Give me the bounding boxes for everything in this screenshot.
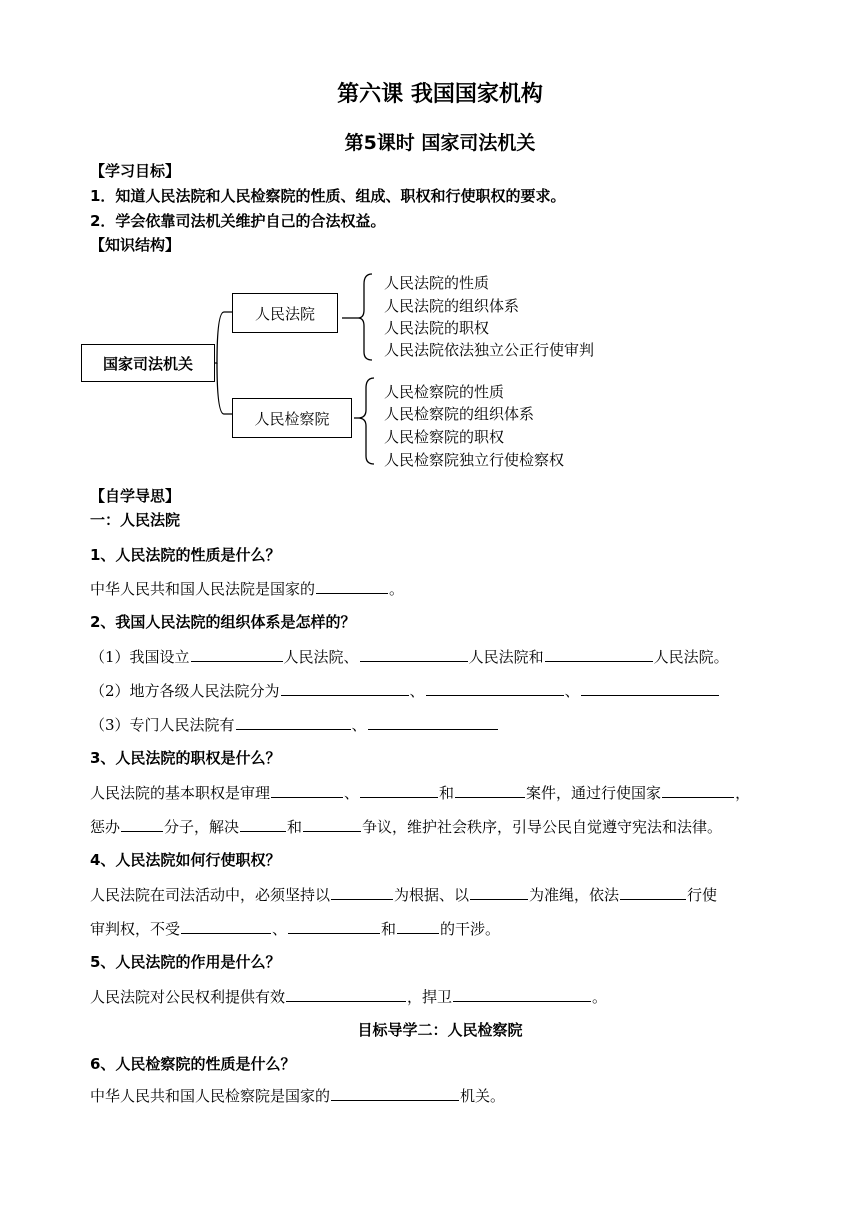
answer-text: 和	[439, 784, 455, 802]
answer-text: 、	[564, 682, 580, 700]
answer-text: 、	[272, 920, 288, 938]
answer-text: ，捍卫	[407, 988, 453, 1006]
fill-blank[interactable]	[181, 918, 271, 934]
answer-text: 、	[351, 716, 367, 734]
answer-text: 人民法院在司法活动中，必须坚持以	[90, 886, 331, 904]
section-heading: 目标导学二：人民检察院	[357, 1021, 523, 1039]
fill-blank[interactable]	[581, 680, 719, 696]
procuratorate-brace	[358, 378, 374, 464]
procuratorate-label: 人民检察院	[254, 409, 330, 428]
answer-text: ，	[735, 784, 751, 802]
answer-text: 中华人民共和国人民检察院是国家的	[90, 1087, 331, 1105]
fill-blank[interactable]	[271, 782, 343, 798]
answer-text: 案件，通过行使国家	[526, 784, 662, 802]
fill-blank[interactable]	[316, 578, 388, 594]
answer-line	[90, 816, 722, 837]
procuratorate-box	[232, 398, 352, 438]
court-item: 人民法院依法独立公正行使审判	[384, 341, 595, 359]
procuratorate-item: 人民检察院的职权	[384, 428, 505, 446]
study-heading: 【自学导思】	[90, 487, 181, 505]
court-brace	[358, 274, 372, 360]
question: 4、人民法院如何行使职权？	[90, 851, 281, 869]
fill-blank[interactable]	[397, 918, 439, 934]
fill-blank[interactable]	[360, 782, 438, 798]
procuratorate-item: 人民检察院的性质	[384, 383, 505, 401]
answer-text: （2）地方各级人民法院分为	[90, 682, 280, 700]
answer-text: 中华人民共和国人民法院是国家的	[90, 580, 316, 598]
section-heading: 一：人民法院	[90, 511, 181, 529]
answer-text: 人民法院和	[468, 648, 544, 666]
answer-text: 为根据、以	[394, 886, 470, 904]
fill-blank[interactable]	[662, 782, 734, 798]
answer-text: 争议，维护社会秩序，引导公民自觉遵守宪法和法律。	[362, 818, 723, 836]
fill-blank[interactable]	[360, 646, 468, 662]
court-label: 人民法院	[254, 304, 315, 323]
answer-line	[90, 646, 729, 667]
fill-blank[interactable]	[236, 714, 351, 730]
fill-blank[interactable]	[121, 816, 163, 832]
fill-blank[interactable]	[426, 680, 564, 696]
fill-blank[interactable]	[191, 646, 283, 662]
court-item: 人民法院的性质	[384, 274, 490, 292]
procuratorate-item: 人民检察院独立行使检察权	[384, 451, 565, 469]
answer-text: 人民法院、	[283, 648, 359, 666]
goals-heading: 【学习目标】	[90, 162, 181, 180]
fill-blank[interactable]	[368, 714, 498, 730]
branch-line-procuratorate	[217, 363, 232, 414]
answer-line	[90, 918, 500, 939]
answer-text: 。	[592, 988, 608, 1006]
fill-blank[interactable]	[331, 1085, 459, 1101]
fill-blank[interactable]	[288, 918, 380, 934]
fill-blank[interactable]	[453, 986, 591, 1002]
fill-blank[interactable]	[470, 884, 528, 900]
page-subtitle: 第5课时 国家司法机关	[344, 132, 536, 154]
answer-text: 为准绳，依法	[529, 886, 620, 904]
answer-line	[90, 884, 717, 905]
answer-line	[90, 1085, 505, 1106]
answer-text: 和	[381, 920, 397, 938]
question: 2、我国人民法院的组织体系是怎样的？	[90, 613, 356, 631]
question: 6、人民检察院的性质是什么？	[90, 1055, 296, 1073]
answer-text: 分子，解决	[164, 818, 240, 836]
court-box	[232, 293, 338, 333]
answer-text: 行使	[687, 886, 718, 904]
court-item: 人民法院的组织体系	[384, 297, 520, 315]
answer-line	[90, 986, 607, 1007]
branch-line-court	[214, 312, 232, 363]
goal-item: 1．知道人民法院和人民检察院的性质、组成、职权和行使职权的要求。	[90, 187, 566, 205]
fill-blank[interactable]	[281, 680, 409, 696]
fill-blank[interactable]	[331, 884, 393, 900]
fill-blank[interactable]	[240, 816, 286, 832]
fill-blank[interactable]	[620, 884, 686, 900]
structure-heading: 【知识结构】	[90, 236, 181, 254]
answer-text: 、	[409, 682, 425, 700]
answer-line	[90, 714, 499, 735]
fill-blank[interactable]	[303, 816, 361, 832]
goal-item: 2．学会依靠司法机关维护自己的合法权益。	[90, 212, 386, 230]
structure-root-label: 国家司法机关	[102, 354, 193, 373]
answer-line	[90, 578, 404, 599]
question: 3、人民法院的职权是什么？	[90, 749, 281, 767]
answer-text: 机关。	[460, 1087, 506, 1105]
page-title: 第六课 我国国家机构	[337, 82, 543, 107]
answer-line	[90, 782, 750, 803]
answer-text: 审判权，不受	[90, 920, 181, 938]
answer-text: 的干涉。	[440, 920, 501, 938]
answer-text: 人民法院的基本职权是审理	[90, 784, 271, 802]
answer-text: 。	[389, 580, 405, 598]
answer-text: 和	[287, 818, 303, 836]
answer-text: （3）专门人民法院有	[90, 716, 235, 734]
procuratorate-item: 人民检察院的组织体系	[384, 405, 535, 423]
answer-line	[90, 680, 720, 701]
question: 5、人民法院的作用是什么？	[90, 953, 281, 971]
answer-text: 惩办	[90, 818, 121, 836]
answer-text: 人民法院对公民权利提供有效	[90, 988, 286, 1006]
answer-text: 人民法院。	[653, 648, 729, 666]
answer-text: （1）我国设立	[90, 648, 190, 666]
answer-text: 、	[344, 784, 360, 802]
court-item: 人民法院的职权	[384, 319, 490, 337]
fill-blank[interactable]	[455, 782, 525, 798]
structure-root-box	[81, 344, 215, 382]
fill-blank[interactable]	[286, 986, 406, 1002]
fill-blank[interactable]	[545, 646, 653, 662]
question: 1、人民法院的性质是什么？	[90, 546, 281, 564]
